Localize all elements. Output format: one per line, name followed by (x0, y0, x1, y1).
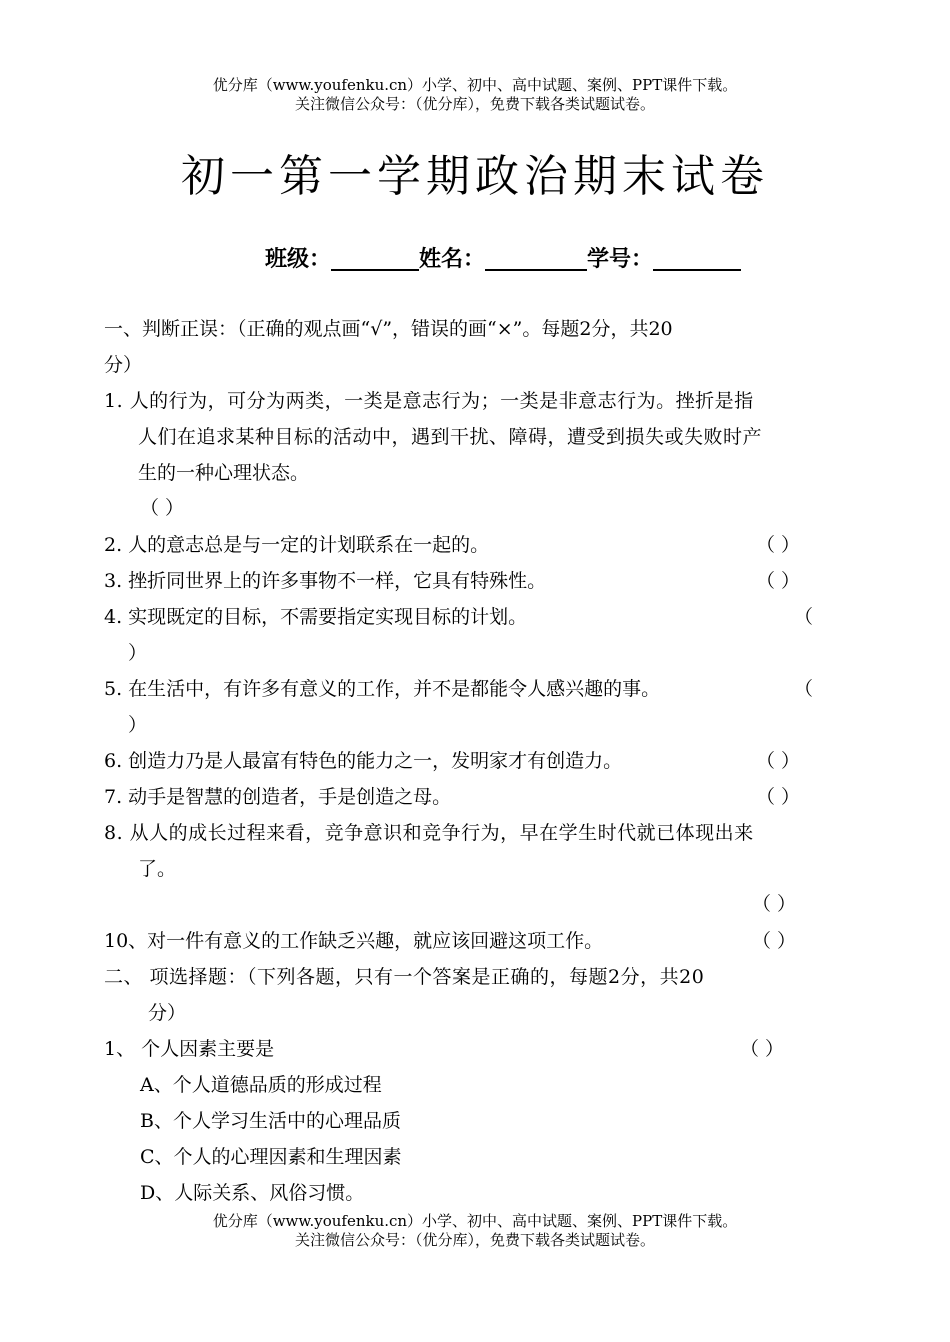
name-blank[interactable] (485, 245, 587, 271)
footer-line-1: 优分库（www.youfenku.cn）小学、初中、高中试题、案例、PPT课件下载。 (212, 1212, 738, 1230)
q6-answer-paren[interactable]: （ ） (756, 750, 801, 772)
q4-paren-open[interactable]: （ (794, 606, 814, 628)
q4-text: 4. 实现既定的目标，不需要指定实现目标的计划。 (104, 606, 528, 628)
section2-heading-line2: 分） (148, 1002, 187, 1024)
name-label: 姓名： (419, 247, 486, 272)
header-line-1: 优分库（www.youfenku.cn）小学、初中、高中试题、案例、PPT课件下载。 (212, 76, 738, 94)
q1-line1: 1. 人的行为，可分为两类，一类是意志行为；一类是非意志行为。挫折是指 (104, 390, 754, 412)
header-line-2: 关注微信公众号：（优分库），免费下载各类试题试卷。 (294, 95, 655, 113)
class-blank[interactable] (331, 245, 419, 271)
class-label: 班级： (265, 247, 332, 272)
section2-heading-line1: 二、 项选择题：（下列各题，只有一个答案是正确的，每题2分，共20 (104, 966, 705, 988)
footer-line-2: 关注微信公众号：（优分库），免费下载各类试题试卷。 (294, 1231, 655, 1249)
q8-answer-paren[interactable]: （ ） (752, 893, 797, 915)
section1-heading-line1: 一、判断正误：（正确的观点画“√”，错误的画“×”。每题2分，共20 (104, 318, 673, 340)
number-blank[interactable] (653, 245, 741, 271)
q4-paren-close: ） (128, 642, 148, 664)
mc-q1-answer-paren[interactable]: （ ） (740, 1038, 785, 1060)
q2-answer-paren[interactable]: （ ） (756, 534, 801, 556)
section1-heading-line2: 分） (104, 354, 143, 376)
q3-answer-paren[interactable]: （ ） (756, 570, 801, 592)
q7-answer-paren[interactable]: （ ） (756, 786, 801, 808)
mc-q1-text: 1、 个人因素主要是 (104, 1038, 275, 1060)
q1-answer-paren[interactable]: （ ） (140, 497, 185, 519)
q10-answer-paren[interactable]: （ ） (752, 930, 797, 952)
q6-text: 6. 创造力乃是人最富有特色的能力之一，发明家才有创造力。 (104, 750, 623, 772)
q7-text: 7. 动手是智慧的创造者，手是创造之母。 (104, 786, 452, 808)
q8-line1: 8. 从人的成长过程来看，竞争意识和竞争行为，早在学生时代就已体现出来 (104, 822, 754, 844)
mc-q1-option-b: B、个人学习生活中的心理品质 (140, 1110, 401, 1132)
q10-text: 10、对一件有意义的工作缺乏兴趣，就应该回避这项工作。 (104, 930, 604, 952)
number-label: 学号： (587, 247, 654, 272)
q2-text: 2. 人的意志总是与一定的计划联系在一起的。 (104, 534, 490, 556)
q8-line2: 了。 (138, 858, 177, 880)
q5-paren-close: ） (128, 714, 148, 736)
q5-paren-open[interactable]: （ (794, 678, 814, 700)
mc-q1-option-a: A、个人道德品质的形成过程 (140, 1074, 382, 1096)
student-info-fields (265, 242, 741, 273)
exam-title: 初一第一学期政治期末试卷 (181, 151, 769, 202)
q3-text: 3. 挫折同世界上的许多事物不一样，它具有特殊性。 (104, 570, 547, 592)
mc-q1-option-d: D、人际关系、风俗习惯。 (140, 1182, 365, 1204)
q1-line2: 人们在追求某种目标的活动中，遇到干扰、障碍，遭受到损失或失败时产 (138, 426, 763, 448)
q5-text: 5. 在生活中，有许多有意义的工作，并不是都能令人感兴趣的事。 (104, 678, 661, 700)
page-footer (0, 1212, 950, 1250)
q1-line3: 生的一种心理状态。 (138, 462, 310, 484)
mc-q1-option-c: C、个人的心理因素和生理因素 (140, 1146, 402, 1168)
page-header (0, 76, 950, 114)
